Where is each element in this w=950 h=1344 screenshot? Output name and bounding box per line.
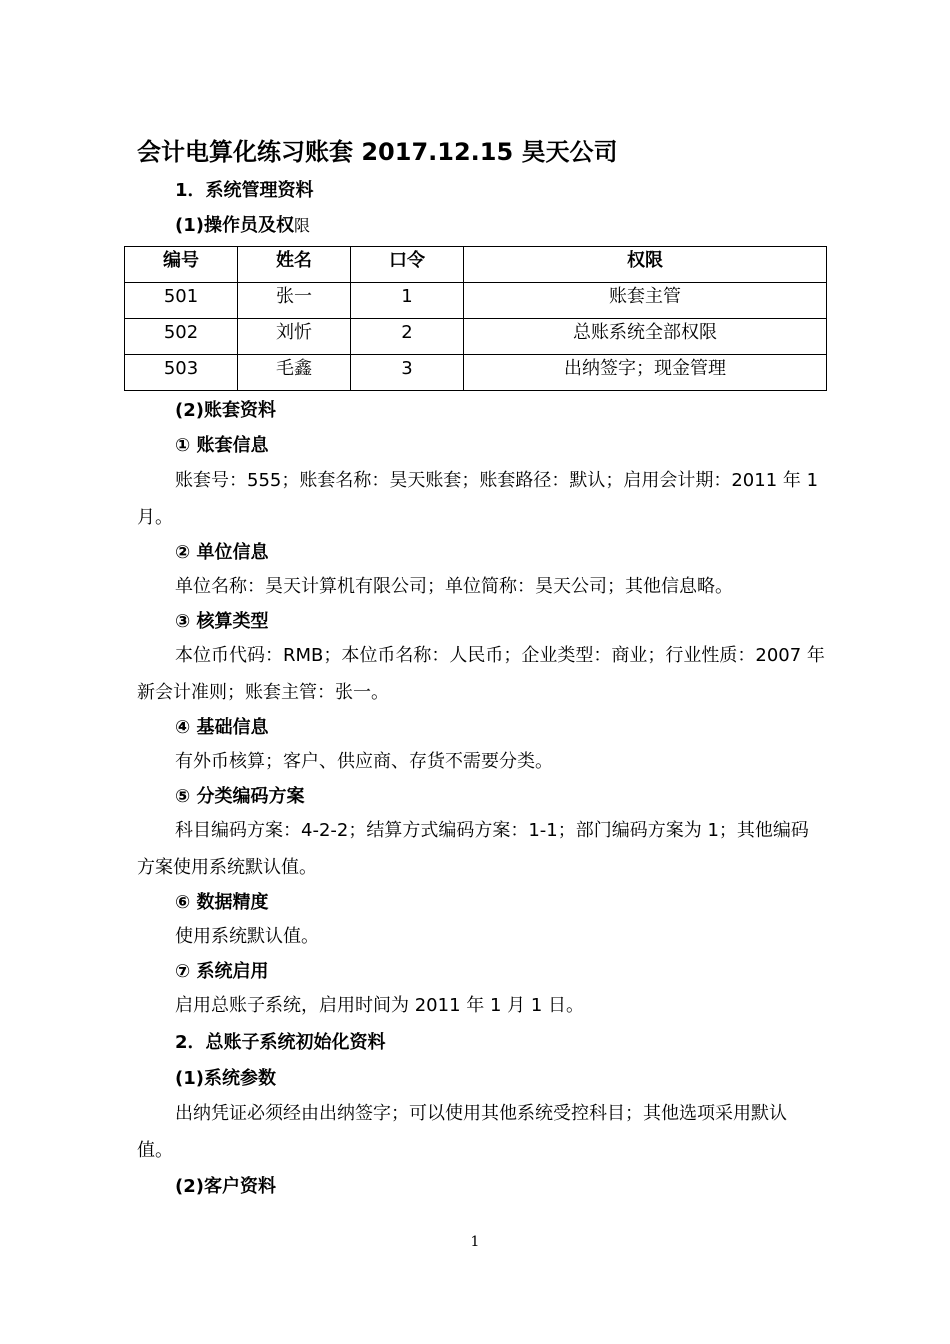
item-text-line: 启用总账子系统，启用时间为 2011 年 1 月 1 日。 (175, 995, 585, 1016)
cell-password: 3 (351, 355, 464, 391)
cell-id: 501 (125, 283, 238, 319)
section-1-heading: 1．系统管理资料 (175, 180, 314, 201)
item-text-line: 科目编码方案：4-2-2；结算方式编码方案：1-1；部门编码方案为 1；其他编码 (175, 820, 809, 841)
cell-password: 2 (351, 319, 464, 355)
header-cell-password: 口令 (351, 247, 464, 283)
item-heading-system-enable: ⑦ 系统启用 (175, 961, 269, 982)
item-heading-data-precision: ⑥ 数据精度 (175, 892, 269, 913)
item-text-line: 单位名称：昊天计算机有限公司；单位简称：昊天公司；其他信息略。 (175, 576, 733, 597)
item-text-line: 新会计准则；账套主管：张一。 (137, 682, 389, 703)
item-text-line: 账套号：555；账套名称：昊天账套；账套路径：默认；启用会计期：2011 年 1 (175, 470, 819, 491)
item-text-line: 方案使用系统默认值。 (137, 857, 317, 878)
item-heading-basic-info: ④ 基础信息 (175, 717, 269, 738)
page-number: 1 (470, 1234, 480, 1250)
cell-permission: 账套主管 (464, 283, 827, 319)
document-title: 会计电算化练习账套 2017.12.15 昊天公司 (137, 138, 618, 166)
operators-heading (175, 211, 310, 237)
item-heading-coding-scheme: ⑤ 分类编码方案 (175, 786, 305, 807)
operators-table (124, 246, 827, 391)
table-row (125, 283, 827, 319)
item-text-line: 有外币核算；客户、供应商、存货不需要分类。 (175, 751, 553, 772)
account-set-heading: (2)账套资料 (175, 400, 276, 421)
cell-id: 503 (125, 355, 238, 391)
header-cell-permission: 权限 (464, 247, 827, 283)
table-row (125, 355, 827, 391)
cell-name: 毛鑫 (238, 355, 351, 391)
table-row (125, 319, 827, 355)
operators-heading-tail: 限 (293, 216, 310, 235)
item-text-line: 值。 (137, 1140, 173, 1161)
table-header-row (125, 247, 827, 283)
cell-name: 张一 (238, 283, 351, 319)
cell-permission: 总账系统全部权限 (464, 319, 827, 355)
item-text-line: 出纳凭证必须经由出纳签字；可以使用其他系统受控科目；其他选项采用默认 (175, 1103, 787, 1124)
cell-name: 刘忻 (238, 319, 351, 355)
item-text-line: 本位币代码：RMB；本位币名称：人民币；企业类型：商业；行业性质：2007 年 (175, 645, 825, 666)
header-cell-name: 姓名 (238, 247, 351, 283)
cell-id: 502 (125, 319, 238, 355)
header-cell-id: 编号 (125, 247, 238, 283)
cell-password: 1 (351, 283, 464, 319)
item-text-line: 使用系统默认值。 (175, 926, 319, 947)
section-2-heading: 2．总账子系统初始化资料 (175, 1032, 386, 1053)
operators-heading-main: (1)操作员及权 (175, 215, 294, 236)
item-heading-unit-info: ② 单位信息 (175, 542, 269, 563)
item-heading-account-info: ① 账套信息 (175, 435, 269, 456)
item-heading-accounting-type: ③ 核算类型 (175, 611, 269, 632)
item-text-line: 月。 (137, 507, 173, 528)
system-params-heading: (1)系统参数 (175, 1068, 276, 1089)
cell-permission: 出纳签字；现金管理 (464, 355, 827, 391)
customer-data-heading: (2)客户资料 (175, 1176, 276, 1197)
